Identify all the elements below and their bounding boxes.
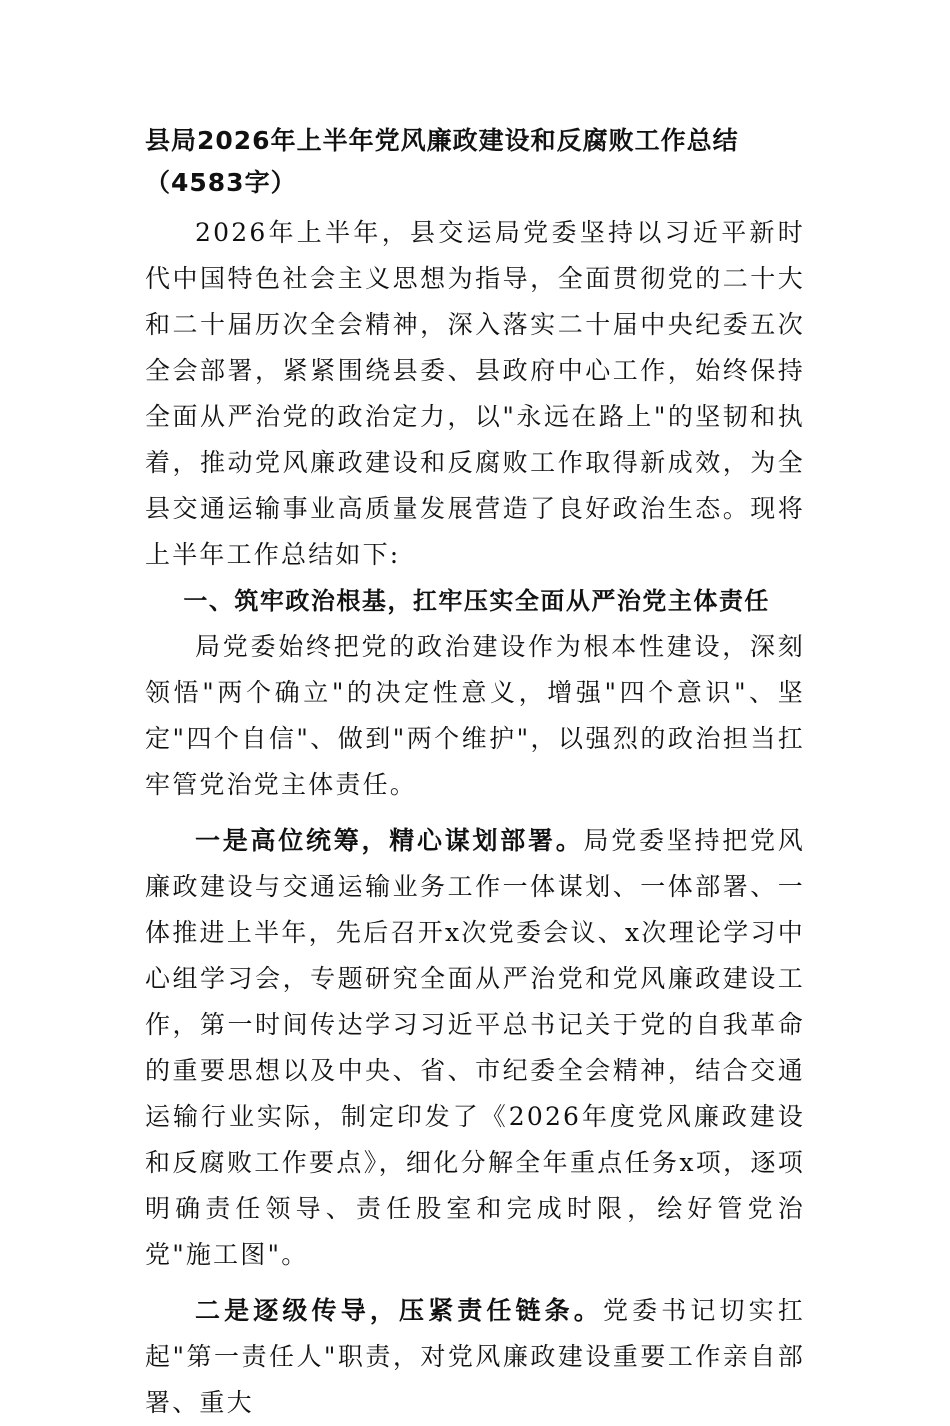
document-title: 县局2026年上半年党风廉政建设和反腐败工作总结（4583字） [145, 126, 739, 197]
item-1-lead: 一是高位统筹，精心谋划部署。 [195, 826, 584, 855]
document-page [145, 120, 805, 1426]
item-2-lead: 二是逐级传导，压紧责任链条。 [195, 1296, 603, 1325]
section-1-body: 局党委始终把党的政治建设作为根本性建设，深刻领悟"两个确立"的决定性意义，增强"四个意识"、坚定"四个自信"、做到"两个维护"，以强烈的政治担当扛牢管党治党主体责任。 [145, 632, 805, 799]
item-2-body: 党委书记切实扛起"第一责任人"职责，对党风廉政建设重要工作亲自部署、重大 [145, 1296, 805, 1417]
section-heading-1: 一、筑牢政治根基，扛牢压实全面从严治党主体责任 [183, 587, 770, 615]
section-1-item-1 [145, 818, 805, 1278]
intro-paragraph: 2026年上半年，县交运局党委坚持以习近平新时代中国特色社会主义思想为指导，全面贯彻党的二十大和二十届历次全会精神，深入落实二十届中央纪委五次全会部署，紧紧围绕县委、县政府中心工作，始终保持全面从严治党的政治定力，以"永远在路上"的坚韧和执着，推动党风廉政建设和反腐败工作取得新成效，为全县交通运输事业高质量发展营造了良好政治生态。现将上半年工作总结如下: [145, 218, 805, 569]
item-1-body: 局党委坚持把党风廉政建设与交通运输业务工作一体谋划、一体部署、一体推进上半年，先后召开x次党委会议、x次理论学习中心组学习会，专题研究全面从严治党和党风廉政建设工作，第一时间传达学习习近平总书记关于党的自我革命的重要思想以及中央、省、市纪委全会精神，结合交通运输行业实际，制定印发了《2026年度党风廉政建设和反腐败工作要点》，细化分解全年重点任务x项，逐项明确责任领导、责任股室和完成时限，绘好管党治党"施工图"。 [145, 826, 805, 1269]
section-1-item-2 [145, 1288, 805, 1426]
